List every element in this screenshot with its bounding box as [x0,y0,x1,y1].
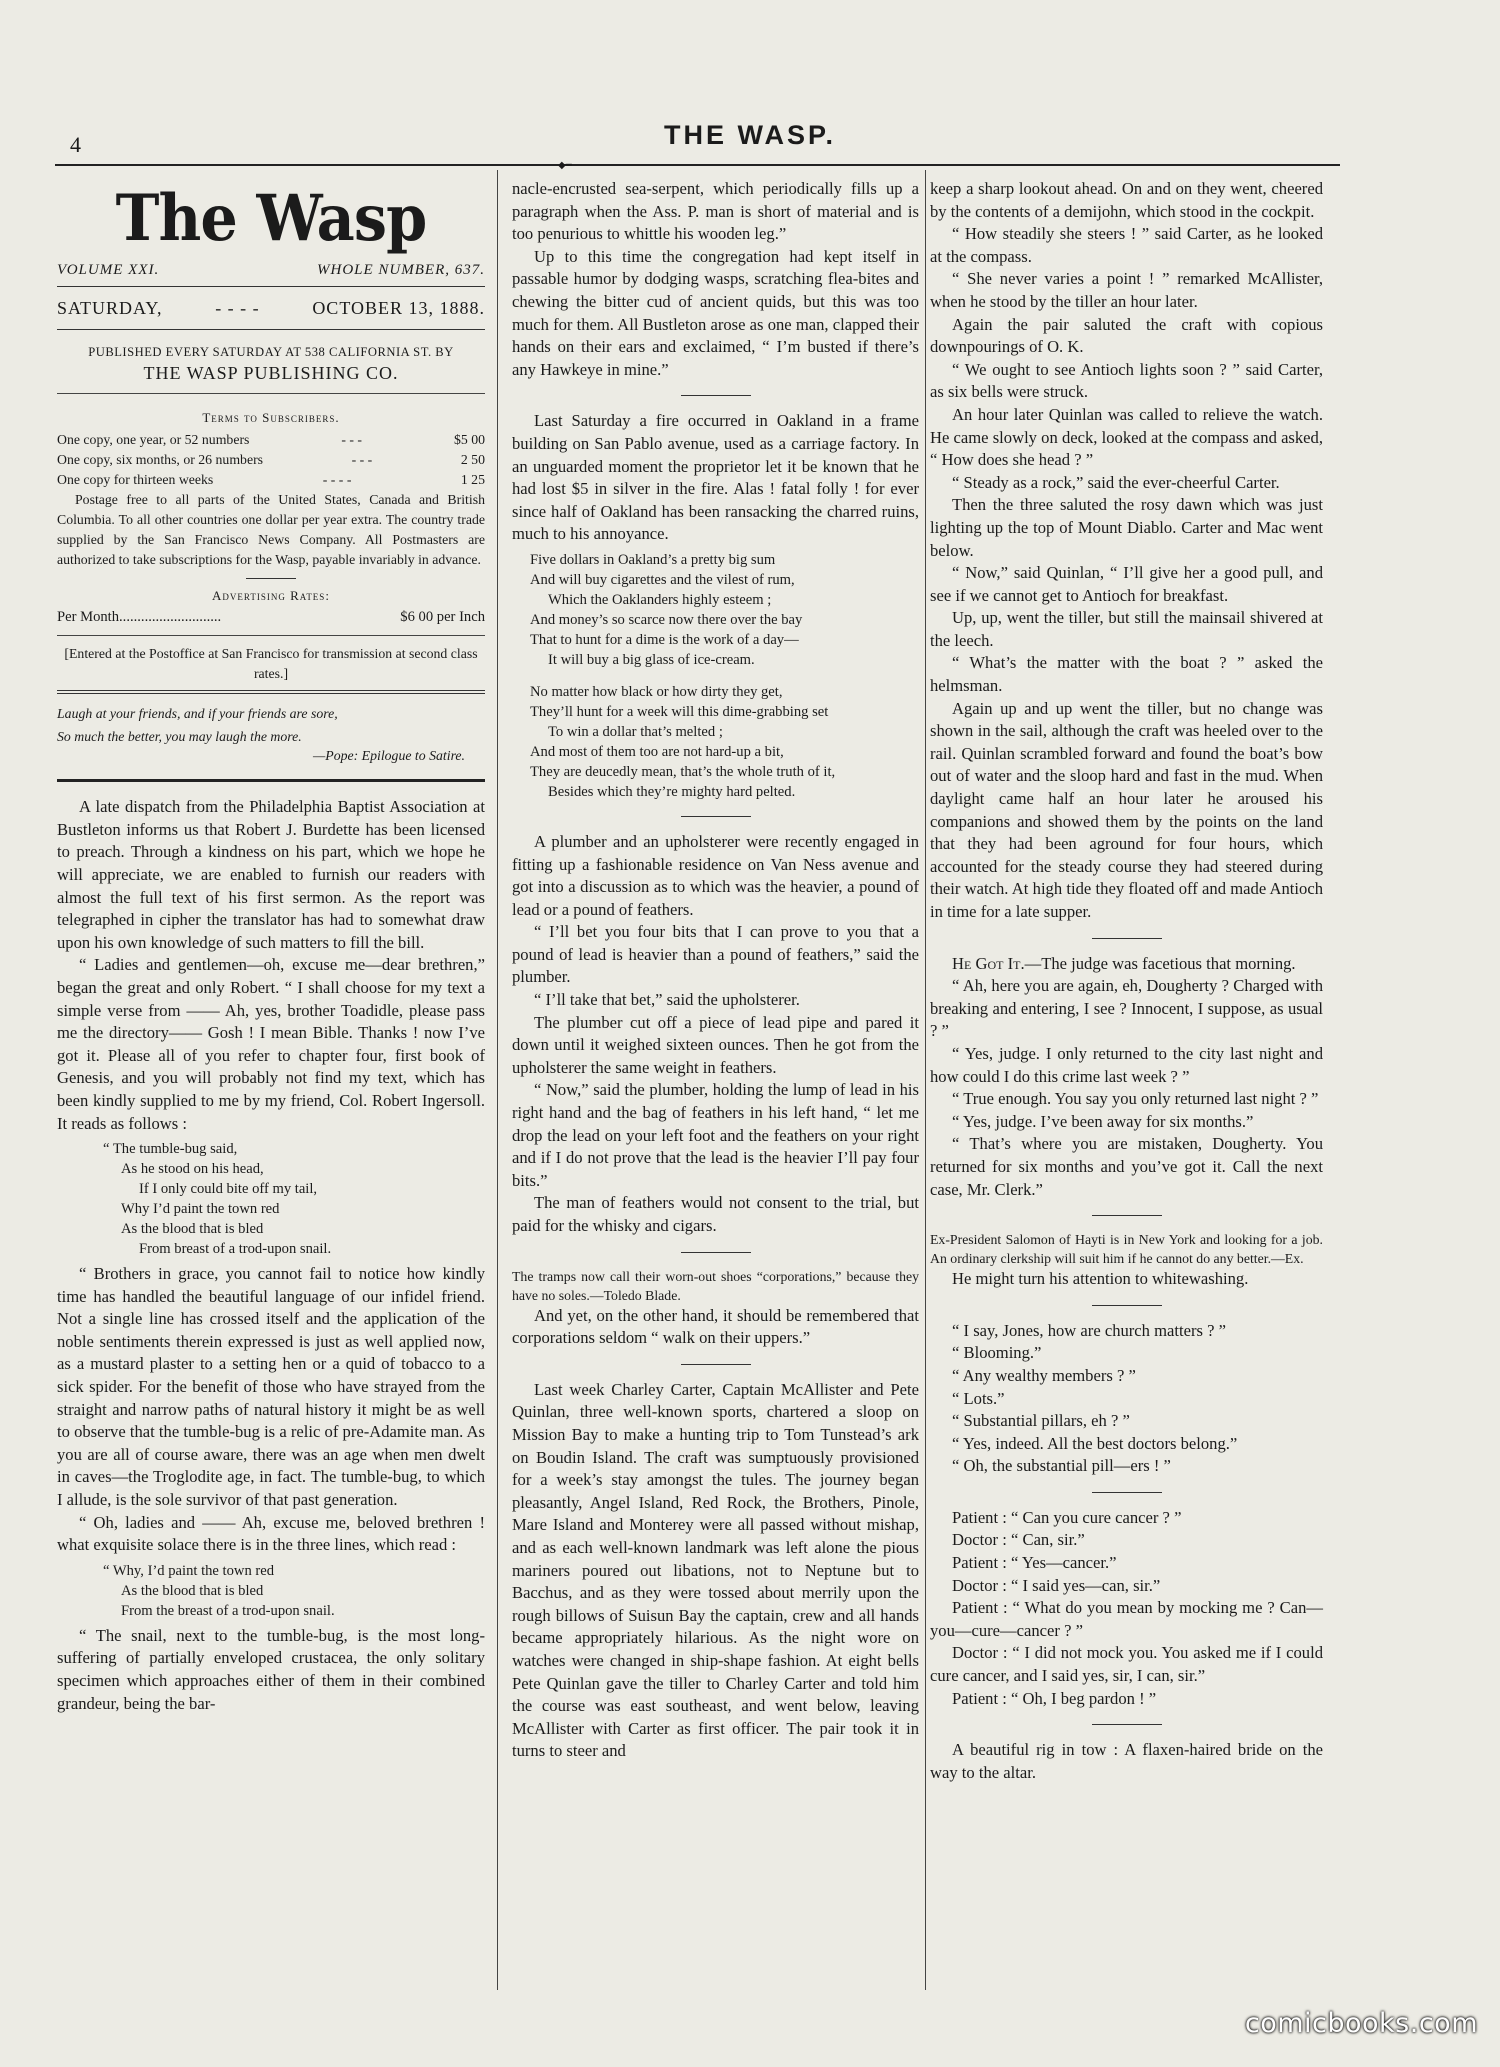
dialog-line: Patient : “ Can you cure cancer ? ” [952,1507,1182,1527]
dialog-line: Doctor : “ I said yes—can, sir.” [952,1575,1161,1595]
divider [681,1364,751,1365]
dialog-line: “ Substantial pillars, eh ? ” [952,1411,1130,1431]
column-3 [930,178,1323,1784]
advertising-row: Per Month............................ $6 00 per Inch [57,609,485,626]
paragraph: nacle-encrusted sea-serpent, which periodically fills up a paragraph when the Ass. P. man is short of material and is too penurious to whittle his wooden leg.” [512,179,919,244]
paragraph: A beautiful rig in tow : A flaxen-haired bride on the way to the altar. [930,1740,1323,1782]
date-line [57,286,485,330]
volume-line [57,260,485,280]
masthead-title: The Wasp [115,181,427,256]
column-rule-2 [925,170,926,1990]
postage-notice: Postage free to all parts of the United States, Canada and British Columbia. To all other countries one dollar per year extra. The country trade supplied by the San Francisco News Company. All Postmasters are authorized to take subscriptions for the Wasp, payable invariably in advance. [57,491,485,567]
paragraph: “ Now,” said Quinlan, “ I’ll give her a good pull, and see if we cannot get to Antioch for breakfast. [930,563,1323,605]
dialog-line: Patient : “ What do you mean by mocking me ? Can—you—cure—cancer ? ” [930,1598,1323,1640]
watermark: comicbooks.com [1244,2008,1478,2039]
dialog-line: “ Lots.” [952,1388,1005,1408]
date-dashes: - - - - [215,298,260,318]
paragraph: “ We ought to see Antioch lights soon ? ” said Carter, as six bells were struck. [930,359,1323,402]
verse: “ The tumble-bug said, As he stood on his head, If I only could bite off my tail, Why I’d paint the town red As the blood that is bled From breast of a trod-upon snail. [103,1141,332,1258]
divider [57,779,485,782]
verse: Five dollars in Oakland’s a pretty big sum And will buy cigarettes and the vilest of rum, Which the Oaklanders highly esteem ; And money’s so scarce now there over the bay That to hunt for a dime is the work of a day— It will buy a big glass of ice-cream. No matter how black or how dirty they get, They’ll hunt for a week will this dime-grabbing set To win a dollar that’s melted ; And most of them too are not hard-up a bit, They are deucedly mean, that’s the whole truth of it, Besides which they’re mighty hard pelted. [530,551,836,800]
divider [1092,1305,1162,1306]
divider [1092,1724,1162,1725]
paragraph: “ Yes, judge. I’ve been away for six months.” [952,1111,1254,1131]
paragraph: The man of feathers would not consent to the trial, but paid for the whisky and cigars. [512,1193,919,1235]
terms-heading: Terms to Subscribers. [202,410,340,425]
paragraph: Last week Charley Carter, Captain McAllister and Pete Quinlan, three well-known sports, chartered a sloop on Mission Bay to make a hunting trip to Tom Tunstead’s ark on Boudin Island. The craft was sumptuously provisioned for a week’s stay amongst the tules. The journey began pleasantly, Angel Island, Red Rock, the Brothers, Pinole, Mare Island and Monterey were all passed without mishap, and as each well-known landmark was left alone the pious mariners poured out libations, not to Neptune but to Bacchus, and as they were tossed about merrily upon the rough billows of Suisun Bay the captain, crew and all hands became appropriately hilarious. As the night wore on watches were changed in ship-shape fashion. At eight bells Pete Quinlan gave the tiller to Charley Carter and told him the course was east southeast, and went below, leaving McAllister with Carter as first officer. The pair took it in turns to steer and [512,1379,919,1761]
divider [681,1252,751,1253]
ornament-icon: ◆━ [558,160,572,171]
paragraph: He Got It.—The judge was facetious that morning. [952,953,1296,973]
divider [681,816,751,817]
section-heading: He Got It. [952,953,1025,973]
volume: VOLUME XXI. [57,262,160,278]
paragraph: “ Yes, judge. I only returned to the city last night and how could I do this crime last week ? ” [930,1043,1323,1086]
paragraph: Ex-President Salomon of Hayti is in New York and looking for a job. An ordinary clerkship will suit him if he cannot do any better.—Ex. [930,1232,1323,1267]
advertising-heading: Advertising Rates: [212,587,330,603]
verse: “ Why, I’d paint the town red As the blood that is bled From the breast of a trod-upon snail. [103,1562,335,1619]
divider [57,635,485,636]
divider [1092,938,1162,939]
paragraph: “ I’ll bet you four bits that I can prove to you that a pound of lead is heavier than a pound of feathers,” said the plumber. [512,922,919,987]
paragraph: Last Saturday a fire occurred in Oakland in a frame building on San Pablo avenue, used as a carriage factory. In an unguarded moment the proprietor let it be known that he had lost $5 in silver in the fire. Alas ! fatal folly ! for ever since half of Oakland has been ransacking the charred ruins, much to his annoyance. [512,411,919,544]
paragraph: Up, up, went the tiller, but still the mainsail shivered at the leech. [930,608,1323,650]
dialog-line: Patient : “ Oh, I beg pardon ! ” [952,1688,1157,1708]
paragraph: “ Ah, here you are again, eh, Dougherty ? Charged with breaking and entering, I see ? Innocent, I suppose, as usual ? ” [930,976,1323,1041]
paragraph: Up to this time the congregation had kept itself in passable humor by dodging wasps, scratching flea-bites and chewing the bitter cud of ancient quids, but this was too much for them. All Bustleton arose as one man, clapped their hands on their ears and exclaimed, “ I’m busted if there’s any Hawkeye in mine.” [512,246,919,379]
terms-row: One copy for thirteen weeks - - - - 1 25 [57,471,485,487]
paragraph: keep a sharp lookout ahead. On and on they went, cheered by the contents of a demijohn, which stood in the cockpit. [930,179,1323,221]
column-2 [512,178,919,1763]
paragraph: “ I’ll take that bet,” said the upholsterer. [534,990,800,1010]
paragraph: “ Brothers in grace, you cannot fail to notice how kindly time has handled the beautiful language of our infidel friend. Not a single line has crossed itself and the application of the noble sentiments therein expressed is just as well applied now, as a mustard plaster to a setting hen or a quid of tobacco to a sick spider. For the benefit of those who have strayed from the straight and narrow paths of natural history it might be as well to observe that the tumble-bug is a relic of pre-Adamite man. As you are all of course aware, there was an age when men dwelt in caves—the Troglodite age, in fact. The tumble-bug, to which I allude, is the sole survivor of that past generation. [57,1264,485,1510]
paragraph: “ That’s where you are mistaken, Dougherty. You returned for six months and you’ve got it. Call the next case, Mr. Clerk.” [930,1134,1323,1199]
divider [57,393,485,394]
paragraph: The tramps now call their worn-out shoes “corporations,” because they have no soles.—Toledo Blade. [512,1268,919,1303]
paragraph: Again the pair saluted the craft with copious downpourings of O. K. [930,314,1323,357]
divider [246,578,296,579]
paragraph: A late dispatch from the Philadelphia Baptist Association at Bustleton informs us that Robert J. Burdette has been licensed to preach. Through a kindness on his part, which we hope he will appreciate, we are enabled to furnish our readers with almost the full text of his first sermon. As the report was telegraphed in cipher the translator has had to somewhat draw upon his own knowledge of such matters to fill the bill. [57,797,485,952]
dialog-line: “ Blooming.” [952,1343,1042,1363]
paragraph: He might turn his attention to whitewashing. [952,1269,1249,1289]
paragraph: A plumber and an upholsterer were recently engaged in fitting up a fashionable residence on Van Ness avenue and got into a discussion as to which was the heavier, a pound of lead or a pound of feathers. [512,831,919,919]
paragraph: And yet, on the other hand, it should be remembered that corporations seldom “ walk on their uppers.” [512,1305,919,1348]
divider [57,690,485,694]
paragraph: “ True enough. You say you only returned last night ? ” [952,1089,1319,1109]
terms-row: One copy, one year, or 52 numbers - - - $5 00 [57,431,485,447]
dialog-line: “ Oh, the substantial pill—ers ! ” [952,1456,1171,1476]
paragraph: “ Oh, ladies and —— Ah, excuse me, beloved brethren ! what exquisite solace there is in the three lines, which read : [57,1512,485,1555]
paragraph: The plumber cut off a piece of lead pipe and pared it down until it weighed sixteen ounces. Then he got from the upholsterer the same weight in feathers. [512,1012,919,1077]
divider [1092,1492,1162,1493]
issue-date: OCTOBER 13, 1888. [312,298,485,318]
running-title: THE WASP. [663,120,837,150]
published-notice: PUBLISHED EVERY SATURDAY AT 538 CALIFORNIA ST. BY [88,345,454,359]
dialog-line: “ I say, Jones, how are church matters ? ” [952,1320,1226,1340]
paragraph: “ How steadily she steers ! ” said Carter, as he looked at the compass. [930,224,1323,266]
paragraph: “ She never varies a point ! ” remarked McAllister, when he stood by the tiller an hour later. [930,269,1323,311]
header-rule [55,164,1340,166]
page-number: 4 [70,132,81,157]
epigraph-line: Laugh at your friends, and if your friends are sore, [57,706,338,722]
paragraph: “ The snail, next to the tumble-bug, is the most long-suffering of partially enveloped crustacea, the only solitary specimen which approaches either of them in their combined grandeur, being the bar- [57,1625,485,1713]
paragraph: “ Steady as a rock,” said the ever-cheerful Carter. [952,472,1280,492]
publisher-name: THE WASP PUBLISHING CO. [143,363,399,383]
epigraph-attribution: —Pope: Epilogue to Satire. [313,748,465,764]
divider [1092,1215,1162,1216]
paragraph: Again up and up went the tiller, but no change was shown in the sail, although the craft was heeled over to the rail. Quinlan scrambled forward and found the boat’s bow out of water and the sloop hard and fast in the mud. When daylight came half an hour later he aroused his companions and showed them by the points on the land that they had been aground for four hours, which accounted for the steady course they had steered during their watch. At high tide they floated off and made Antioch in time for a late supper. [930,698,1323,921]
paragraph: Then the three saluted the rosy dawn which was just lighting up the top of Mount Diablo. Carter and Mac went below. [930,495,1323,560]
whole-number: WHOLE NUMBER, 637. [317,262,485,278]
paragraph: “ What’s the matter with the boat ? ” asked the helmsman. [930,653,1323,696]
day: SATURDAY, [57,298,163,318]
divider [681,395,751,396]
dialog-line: Patient : “ Yes—cancer.” [952,1553,1117,1573]
column-1 [57,178,485,1715]
dialog-line: “ Yes, indeed. All the best doctors belong.” [952,1433,1238,1453]
paragraph: “ Ladies and gentlemen—oh, excuse me—dear brethren,” began the great and only Robert. “ I shall choose for my text a simple verse from —— Ah, yes, brother Toadidle, please pass me the directory—— Gosh ! I mean Bible. Thanks ! now I’ve got it. Please all of you refer to chapter four, first book of Genesis, and you will probably not find my text, which has been kindly supplied to me by my friend, Col. Robert Ingersoll. It reads as follows : [57,955,485,1133]
epigraph-line: So much the better, you may laugh the more. [57,729,302,745]
dialog-line: Doctor : “ I did not mock you. You asked me if I could cure cancer, and I said yes, sir, I can, sir.” [930,1643,1323,1686]
paragraph: An hour later Quinlan was called to relieve the watch. He came slowly on deck, looked at the compass and asked, “ How does she head ? ” [930,404,1323,470]
entered-notice: [Entered at the Postoffice at San Francisco for transmission at second class rates.] [64,646,478,682]
paragraph: “ Now,” said the plumber, holding the lump of lead in his right hand and the bag of feathers in his left hand, “ let me drop the lead on your left foot and the feathers on your right and if I do not prove that the lead is the heavier I’ll pay four bits.” [512,1080,919,1190]
dialog-line: “ Any wealthy members ? ” [952,1365,1136,1385]
column-rule-1 [497,170,498,1990]
dialog-line: Doctor : “ Can, sir.” [952,1530,1085,1550]
terms-row: One copy, six months, or 26 numbers - - - 2 50 [57,451,485,467]
